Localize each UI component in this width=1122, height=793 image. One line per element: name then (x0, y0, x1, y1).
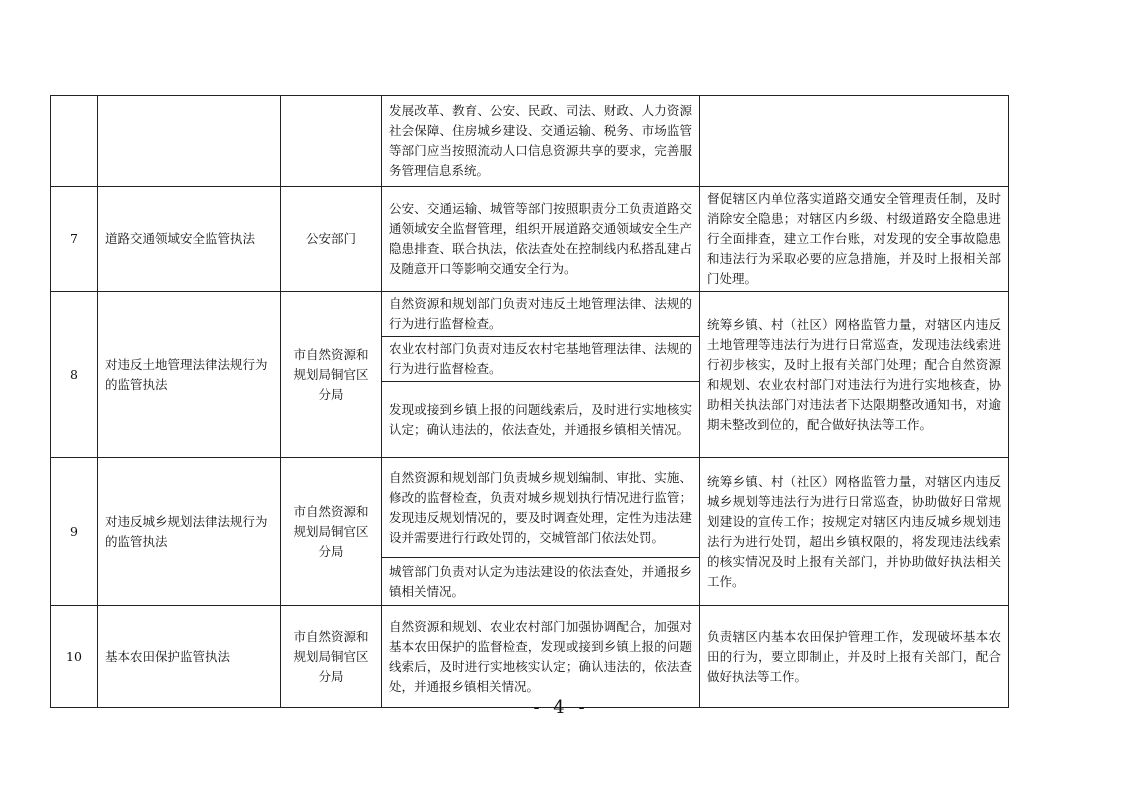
row-item: 对违反城乡规划法律法规行为的监管执法 (98, 458, 281, 606)
row-department: 公安部门 (281, 187, 382, 292)
row-duty: 发现或接到乡镇上报的问题线索后，及时进行实地核实认定；确认违法的，依法查处，并通报乡镇相关情况。 (382, 382, 700, 458)
table-row (51, 96, 1009, 187)
row-duty: 自然资源和规划部门负责对违反土地管理法律、法规的行为进行监督检查。 (382, 292, 700, 337)
table-row (51, 606, 1009, 708)
row-item: 基本农田保护监管执法 (98, 606, 281, 708)
duty-table (50, 95, 1009, 708)
row-duty: 公安、交通运输、城管等部门按照职责分工负责道路交通领域安全监督管理，组织开展道路交通领域安全生产隐患排查、联合执法，依法查处在控制线内私搭乱建占及随意开口等影响交通安全行为。 (382, 187, 700, 292)
row-town-duty (700, 96, 1009, 187)
row-town-duty: 负责辖区内基本农田保护管理工作，发现破坏基本农田的行为，要立即制止，并及时上报有关部门，配合做好执法等工作。 (700, 606, 1009, 708)
row-town-duty: 统筹乡镇、村（社区）网格监管力量，对辖区内违反城乡规划等违法行为进行日常巡查，协助做好日常规划建设的宣传工作；按规定对辖区内违反城乡规划违法行为进行处罚，超出乡镇权限的，将发现违法线索的核实情况及时上报有关部门，并协助做好执法相关工作。 (700, 458, 1009, 606)
table-row (51, 458, 1009, 558)
row-town-duty: 统筹乡镇、村（社区）网格监管力量，对辖区内违反土地管理等违法行为进行日常巡查，发现违法线索进行初步核实，及时上报有关部门处理；配合自然资源和规划、农业农村部门对违法行为进行实地核查，协助相关执法部门对违法者下达限期整改通知书，对逾期未整改到位的，配合做好执法等工作。 (700, 292, 1009, 458)
row-town-duty: 督促辖区内单位落实道路交通安全管理责任制，及时消除安全隐患；对辖区内乡级、村级道路安全隐患进行全面排查，建立工作台账，对发现的安全事故隐患和违法行为采取必要的应急措施，并及时上报相关部门处理。 (700, 187, 1009, 292)
row-department (281, 96, 382, 187)
row-duty: 发展改革、教育、公安、民政、司法、财政、人力资源社会保障、住房城乡建设、交通运输、税务、市场监管等部门应当按照流动人口信息资源共享的要求，完善服务管理信息系统。 (382, 96, 700, 187)
row-number (51, 96, 98, 187)
page-number: - 4 - (533, 697, 589, 718)
table-row (51, 187, 1009, 292)
table-row (51, 292, 1009, 337)
row-duty: 农业农村部门负责对违反农村宅基地管理法律、法规的行为进行监督检查。 (382, 337, 700, 382)
row-duty: 自然资源和规划部门负责城乡规划编制、审批、实施、修改的监督检查，负责对城乡规划执行情况进行监管；发现违反规划情况的，要及时调查处理，定性为违法建设并需要进行行政处罚的，交城管部门依法处罚。 (382, 458, 700, 558)
row-number: 10 (51, 606, 98, 708)
row-duty: 城管部门负责对认定为违法建设的依法查处，并通报乡镇相关情况。 (382, 558, 700, 606)
row-number: 9 (51, 458, 98, 606)
row-department: 市自然资源和规划局铜官区分局 (281, 292, 382, 458)
row-number: 8 (51, 292, 98, 458)
row-department: 市自然资源和规划局铜官区分局 (281, 458, 382, 606)
row-duty: 自然资源和规划、农业农村部门加强协调配合，加强对基本农田保护的监督检查，发现或接到乡镇上报的问题线索后，及时进行实地核实认定；确认违法的，依法查处，并通报乡镇相关情况。 (382, 606, 700, 708)
row-item (98, 96, 281, 187)
row-department: 市自然资源和规划局铜官区分局 (281, 606, 382, 708)
row-item: 道路交通领域安全监管执法 (98, 187, 281, 292)
row-item: 对违反土地管理法律法规行为的监管执法 (98, 292, 281, 458)
row-number: 7 (51, 187, 98, 292)
